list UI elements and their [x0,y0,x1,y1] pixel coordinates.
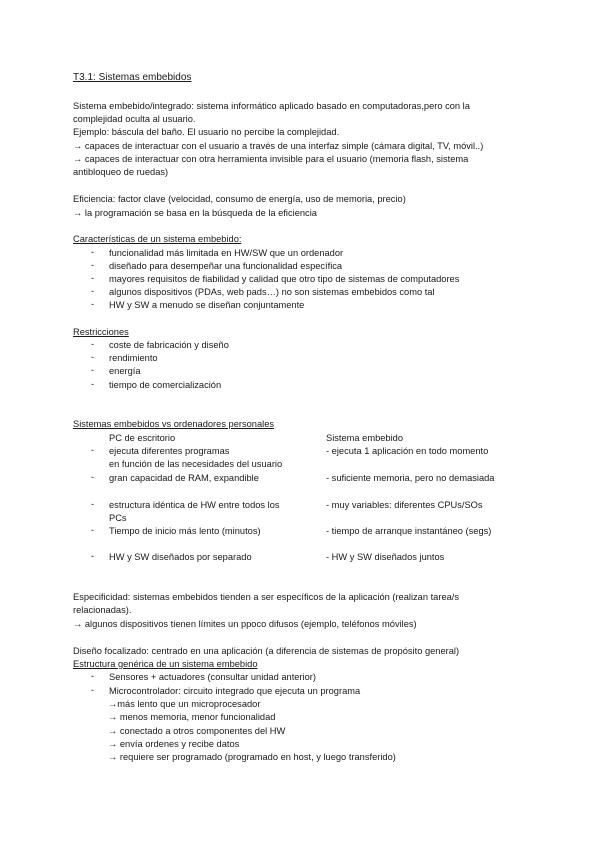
list-item: rendimiento [109,353,158,363]
list-item: funcionalidad más limitada en HW/SW que un ordenador [109,248,344,258]
efficiency-line: Eficiencia: factor clave (velocidad, consumo de energía, uso de memoria, precio) [73,194,406,204]
comparison-left: gran capacidad de RAM, expandible [109,473,259,483]
bullet: - [91,525,95,535]
list-item: Sensores + actuadores (consultar unidad anterior) [109,672,316,682]
intro-line: → capaces de interactuar con el usuario a través de una interfaz simple (cámara digital, TV, móvil..) [73,141,484,151]
sub-list-item: → conectado a otros componentes del HW [108,726,286,736]
bullet: - [91,352,95,362]
bullet: - [91,260,95,270]
column-header-embedded: Sistema embebido [326,433,403,443]
comparison-right: - ejecuta 1 aplicación en todo momento [326,446,489,456]
section-heading-structure: Estructura genérica de un sistema embebido [73,659,258,669]
section-heading-restrictions: Restricciones [73,327,129,337]
comparison-left: PCs [109,513,127,523]
specificity-line: relacionadas). [73,605,132,615]
bullet: - [91,499,95,509]
intro-line: complejidad oculta al usuario. [73,114,196,124]
bullet: - [91,685,95,695]
section-heading-characteristics: Características de un sistema embebido: [73,234,242,244]
list-item: HW y SW a menudo se diseñan conjuntamente [109,300,305,310]
list-item: Microcontrolador: circuito integrado que ejecuta un programa [109,686,361,696]
comparison-right: - tiempo de arranque instantáneo (segs) [326,526,492,536]
bullet: - [91,551,95,561]
sub-list-item: → requiere ser programado (programado en host, y luego transferido) [108,752,396,762]
page-title: T3.1: Sistemas embebidos [73,72,192,83]
comparison-right: - muy variables: diferentes CPUs/SOs [326,500,483,510]
comparison-left: ejecuta diferentes programas [109,446,230,456]
bullet: - [91,379,95,389]
intro-line: Ejemplo: báscula del baño. El usuario no percibe la complejidad. [73,127,340,137]
comparison-left: Tiempo de inicio más lento (minutos) [109,526,261,536]
bullet: - [91,445,95,455]
design-line: Diseño focalizado: centrado en una aplicación (a diferencia de sistemas de propósito general) [73,646,460,656]
bullet: - [91,247,95,257]
comparison-right: - suficiente memoria, pero no demasiada [326,473,495,483]
bullet: - [91,286,95,296]
list-item: diseñado para desempeñar una funcionalidad específica [109,261,343,271]
comparison-right: - HW y SW diseñados juntos [326,552,445,562]
sub-list-item: →más lento que un microprocesador [108,699,261,709]
list-item: tiempo de comercialización [109,380,222,390]
intro-line: → capaces de interactuar con otra herramienta invisible para el usuario (memoria flash, sistema [73,154,469,164]
column-header-pc: PC de escritorio [109,433,176,443]
intro-line: antibloqueo de ruedas) [73,167,169,177]
comparison-left: HW y SW diseñados por separado [109,552,252,562]
bullet: - [91,671,95,681]
bullet: - [91,365,95,375]
specificity-line: Especificidad: sistemas embebidos tienden a ser específicos de la aplicación (realizan tarea/s [73,592,460,602]
list-item: algunos dispositivos (PDAs, web pads…) no son sistemas embebidos como tal [109,287,435,297]
intro-line: Sistema embebido/integrado: sistema informático aplicado basado en computadoras,pero con la [73,101,470,111]
list-item: energía [109,366,141,376]
bullet: - [91,273,95,283]
bullet: - [91,339,95,349]
specificity-line: → algunos dispositivos tienen límites un ppoco difusos (ejemplo, teléfonos móviles) [73,619,417,629]
list-item: coste de fabricación y diseño [109,340,229,350]
sub-list-item: → menos memoria, menor funcionalidad [108,712,276,722]
efficiency-line: → la programación se basa en la búsqueda de la eficiencia [73,208,317,218]
sub-list-item: → envía ordenes y recibe datos [108,739,240,749]
comparison-left: en función de las necesidades del usuario [109,459,283,469]
bullet: - [91,299,95,309]
list-item: mayores requisitos de fiabilidad y calidad que otro tipo de sistemas de computadores [109,274,460,284]
comparison-left: estructura idéntica de HW entre todos los [109,500,280,510]
bullet: - [91,472,95,482]
section-heading-comparison: Sistemas embebidos vs ordenadores personales [73,419,275,429]
